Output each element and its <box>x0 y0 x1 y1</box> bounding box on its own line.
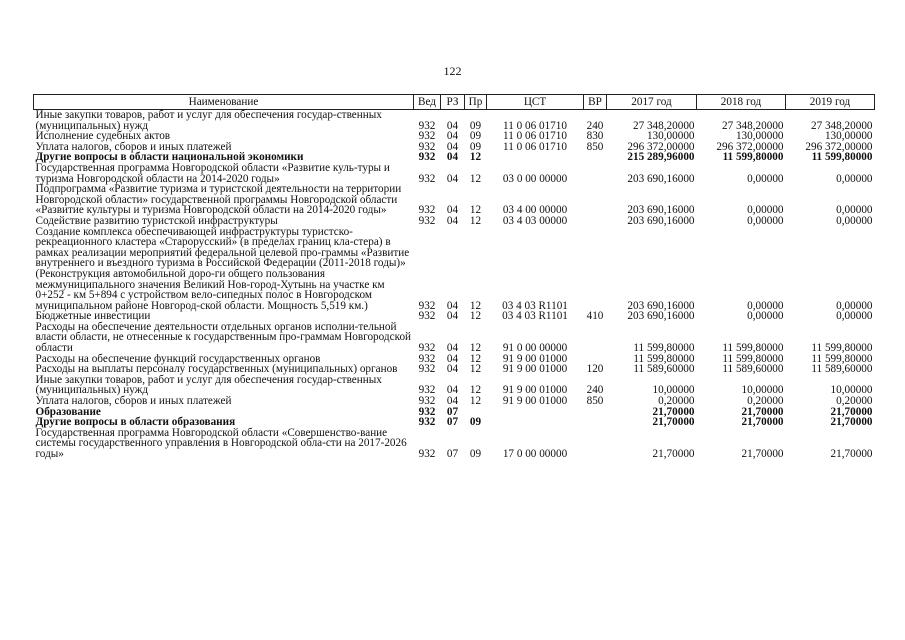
cell-2017: 21,70000 <box>652 416 695 429</box>
cell-cst: 03 0 00 00000 <box>502 172 568 185</box>
cell-2019: 0,00000 <box>836 204 873 217</box>
cell-pr: 12 <box>469 352 482 365</box>
cell-cst: 03 4 03 00000 <box>502 214 568 227</box>
cell-ved: 932 <box>418 416 436 429</box>
cell-name: Бюджетные инвестиции <box>35 310 151 323</box>
cell-pr: 09 <box>469 448 482 460</box>
cell-cst: 03 4 03 R1101 <box>502 299 568 312</box>
cell-vr <box>584 322 607 354</box>
cell-vr <box>584 417 607 428</box>
cell-name: Уплата налогов, сборов и иных платежей <box>35 395 232 408</box>
cell-name: Государственная программа Новгородской области «Совершенство-вание системы государственного управления в Новгородской обла-сти на 2017-2026 годы» <box>35 426 407 460</box>
cell-2017: 203 690,16000 <box>627 214 695 227</box>
cell-2017: 27 348,20000 <box>632 119 695 132</box>
table-row <box>34 227 875 312</box>
header-2018: 2018 год <box>697 95 786 110</box>
cell-2018: 11 599,80000 <box>722 342 784 355</box>
header-cst: ЦСТ <box>487 95 584 110</box>
cell-pr: 09 <box>469 130 482 143</box>
cell-2018: 21,70000 <box>741 416 784 429</box>
cell-ved: 932 <box>418 363 436 376</box>
cell-rz: 04 <box>446 140 459 153</box>
cell-rz: 04 <box>446 310 459 323</box>
cell-ved: 932 <box>418 384 436 397</box>
cell-2019: 11 599,80000 <box>811 151 873 164</box>
table-row <box>34 428 875 460</box>
cell-name: Содействие развитию туристской инфраструктуры <box>35 214 278 227</box>
table-row <box>34 375 875 396</box>
cell-pr: 09 <box>469 140 482 153</box>
cell-2017: 11 589,60000 <box>633 363 695 376</box>
cell-ved: 932 <box>418 172 436 185</box>
cell-2017: 296 372,00000 <box>627 140 695 153</box>
cell-pr: 12 <box>469 395 482 408</box>
cell-2019: 11 599,80000 <box>811 352 873 365</box>
cell-2019: 0,00000 <box>836 299 873 312</box>
cell-pr: 09 <box>469 416 482 429</box>
cell-2019: 296 372,00000 <box>805 140 873 153</box>
budget-table <box>33 94 875 460</box>
cell-ved: 932 <box>418 140 436 153</box>
table-body <box>34 110 875 460</box>
cell-ved: 932 <box>418 395 436 408</box>
cell-rz: 07 <box>446 416 459 429</box>
cell-2018: 0,20000 <box>747 395 784 408</box>
cell-rz: 04 <box>446 384 459 397</box>
cell-vr <box>584 227 607 312</box>
cell-2019: 11 589,60000 <box>811 363 873 376</box>
cell-rz: 07 <box>446 405 459 418</box>
cell-name: Исполнение судебных актов <box>35 130 171 143</box>
cell-vr <box>584 184 607 216</box>
cell-rz: 04 <box>446 119 459 132</box>
cell-name: Расходы на обеспечение функций государственных органов <box>35 352 321 365</box>
cell-pr: 12 <box>469 151 482 164</box>
table-row <box>34 110 875 132</box>
cell-2019: 27 348,20000 <box>810 119 873 132</box>
cell-rz: 04 <box>446 342 459 355</box>
cell-vr: 120 <box>586 363 604 376</box>
cell-pr: 12 <box>469 172 482 185</box>
cell-pr: 09 <box>469 119 482 132</box>
cell-vr <box>584 163 607 184</box>
cell-vr: 850 <box>586 395 604 408</box>
cell-ved: 932 <box>418 405 436 418</box>
cell-2017: 21,70000 <box>652 405 695 418</box>
cell-cst: 17 0 00 00000 <box>502 448 568 460</box>
cell-pr: 12 <box>469 384 482 397</box>
cell-2018: 11 599,80000 <box>722 352 784 365</box>
cell-rz: 04 <box>446 214 459 227</box>
cell-ved: 932 <box>418 204 436 217</box>
cell-2018: 10,00000 <box>741 384 784 397</box>
cell-2017: 203 690,16000 <box>627 310 695 323</box>
header-rz: РЗ <box>441 95 465 110</box>
cell-name: Государственная программа Новгородской области «Развитие куль-туры и туризма Новгородской области на 2014-2020 годы» <box>35 161 390 185</box>
cell-name: Иные закупки товаров, работ и услуг для обеспечения государ-ственных (муниципальных) нужд <box>35 373 382 397</box>
cell-2019: 0,00000 <box>836 214 873 227</box>
cell-name: Уплата налогов, сборов и иных платежей <box>35 140 232 153</box>
cell-2018: 21,70000 <box>741 405 784 418</box>
cell-pr: 12 <box>469 310 482 323</box>
cell-pr: 12 <box>469 214 482 227</box>
cell-2019: 21,70000 <box>830 416 873 429</box>
cell-2018: 0,00000 <box>747 204 784 217</box>
cell-vr: 410 <box>586 310 604 323</box>
cell-2019: 130,00000 <box>824 130 873 143</box>
header-pr: Пр <box>465 95 487 110</box>
header-ved: Вед <box>414 95 441 110</box>
table-row <box>34 163 875 184</box>
cell-name: Иные закупки товаров, работ и услуг для обеспечения государ-ственных (муниципальных) нужд <box>35 109 382 132</box>
cell-vr: 240 <box>586 119 604 132</box>
cell-cst: 91 9 00 01000 <box>502 352 568 365</box>
cell-name: Другие вопросы в области национальной экономики <box>35 151 304 164</box>
cell-vr: 240 <box>586 384 604 397</box>
cell-cst: 91 0 00 00000 <box>502 342 568 355</box>
cell-rz: 07 <box>446 448 459 460</box>
cell-rz: 04 <box>446 299 459 312</box>
cell-ved: 932 <box>418 130 436 143</box>
cell-pr: 12 <box>469 342 482 355</box>
cell-ved: 932 <box>418 342 436 355</box>
cell-name: Создание комплекса обеспечивающей инфраструктуры туристско-рекреационного кластера «Старорусский» (в пределах границ кла-стера) в рамках реализации мероприятий федеральной целевой про-граммы «Развитие внутреннего и въездного туризма в Российской Федерации (2011-2018 годы)» (Реконструкция автомобильной доро-ги общего пользования межмуниципального значения Великий Нов-город-Хутынь на участке км 0+252 - км 5+894 с устройством вело-сипедных полос в Новгородском муниципальном районе Новгород-ской области. Мощность 5,519 км.) <box>35 225 410 312</box>
cell-2017: 130,00000 <box>646 130 695 143</box>
cell-2019: 0,00000 <box>836 172 873 185</box>
cell-ved: 932 <box>418 352 436 365</box>
cell-cst: 91 9 00 01000 <box>502 384 568 397</box>
cell-cst <box>487 417 584 428</box>
cell-2019: 21,70000 <box>830 448 873 460</box>
cell-rz: 04 <box>446 352 459 365</box>
cell-2017: 0,20000 <box>658 395 695 408</box>
cell-pr: 12 <box>469 363 482 376</box>
cell-cst: 11 0 06 01710 <box>503 130 567 143</box>
cell-pr: 12 <box>469 204 482 217</box>
table-header <box>34 95 875 110</box>
table-row <box>34 184 875 216</box>
cell-rz: 04 <box>446 363 459 376</box>
cell-rz: 04 <box>446 395 459 408</box>
cell-rz: 04 <box>446 204 459 217</box>
header-2017: 2017 год <box>607 95 697 110</box>
cell-cst: 11 0 06 01710 <box>503 119 567 132</box>
cell-2018: 27 348,20000 <box>721 119 784 132</box>
cell-vr <box>584 152 607 163</box>
cell-cst <box>487 407 584 418</box>
cell-vr <box>584 428 607 460</box>
cell-cst: 11 0 06 01710 <box>503 140 567 153</box>
cell-ved: 932 <box>418 214 436 227</box>
cell-ved: 932 <box>418 299 436 312</box>
cell-2018: 0,00000 <box>747 299 784 312</box>
cell-rz: 04 <box>446 130 459 143</box>
cell-2018: 11 599,80000 <box>722 151 784 164</box>
cell-2019: 11 599,80000 <box>811 342 873 355</box>
cell-name: Другие вопросы в области образования <box>35 416 236 429</box>
cell-name: Расходы на обеспечение деятельности отдельных органов исполни-тельной власти области, не отнесенные к государственным про-граммам Новгородской области <box>35 320 412 355</box>
table-row <box>34 322 875 354</box>
cell-cst: 91 9 00 01000 <box>502 395 568 408</box>
cell-cst <box>487 152 584 163</box>
cell-2019: 0,00000 <box>836 310 873 323</box>
cell-pr: 12 <box>469 299 482 312</box>
cell-2017: 10,00000 <box>652 384 695 397</box>
header-name: Наименование <box>34 95 414 110</box>
cell-cst: 03 4 00 00000 <box>502 204 568 217</box>
cell-cst: 03 4 03 R1101 <box>502 310 568 323</box>
cell-ved: 932 <box>418 310 436 323</box>
cell-2018: 0,00000 <box>747 172 784 185</box>
cell-2018: 11 589,60000 <box>722 363 784 376</box>
cell-vr <box>584 216 607 227</box>
cell-2018: 130,00000 <box>735 130 784 143</box>
cell-2018: 296 372,00000 <box>716 140 784 153</box>
cell-2018: 0,00000 <box>747 310 784 323</box>
header-vr: ВР <box>584 95 607 110</box>
cell-ved: 932 <box>418 151 436 164</box>
cell-rz: 04 <box>446 172 459 185</box>
cell-2017: 215 289,96000 <box>627 151 695 164</box>
cell-2017: 203 690,16000 <box>627 172 695 185</box>
cell-2019: 10,00000 <box>830 384 873 397</box>
cell-2017: 11 599,80000 <box>633 342 695 355</box>
cell-2017: 21,70000 <box>652 448 695 460</box>
cell-2018: 21,70000 <box>741 448 784 460</box>
header-2019: 2019 год <box>786 95 875 110</box>
cell-vr: 830 <box>586 130 604 143</box>
cell-2019: 21,70000 <box>830 405 873 418</box>
cell-2017: 11 599,80000 <box>633 352 695 365</box>
cell-2019: 0,20000 <box>836 395 873 408</box>
cell-2018: 0,00000 <box>747 214 784 227</box>
cell-name: Подпрограмма «Развитие туризма и туристской деятельности на территории Новгородской области» государственной программы Новгородской области «Развитие культуры и туризма Новгородской области на 2014-2020 годы» <box>35 183 402 217</box>
table-row <box>34 216 875 227</box>
cell-ved: 932 <box>418 119 436 132</box>
cell-ved: 932 <box>418 448 436 460</box>
cell-rz: 04 <box>446 151 459 164</box>
page-number: 122 <box>443 64 462 78</box>
cell-cst: 91 9 00 01000 <box>502 363 568 376</box>
cell-name: Расходы на выплаты персоналу государственных (муниципальных) органов <box>35 363 398 376</box>
cell-2017: 203 690,16000 <box>627 299 695 312</box>
cell-2017: 203 690,16000 <box>627 204 695 217</box>
cell-vr: 850 <box>586 140 604 153</box>
cell-vr <box>584 407 607 418</box>
cell-name: Образование <box>35 405 101 418</box>
